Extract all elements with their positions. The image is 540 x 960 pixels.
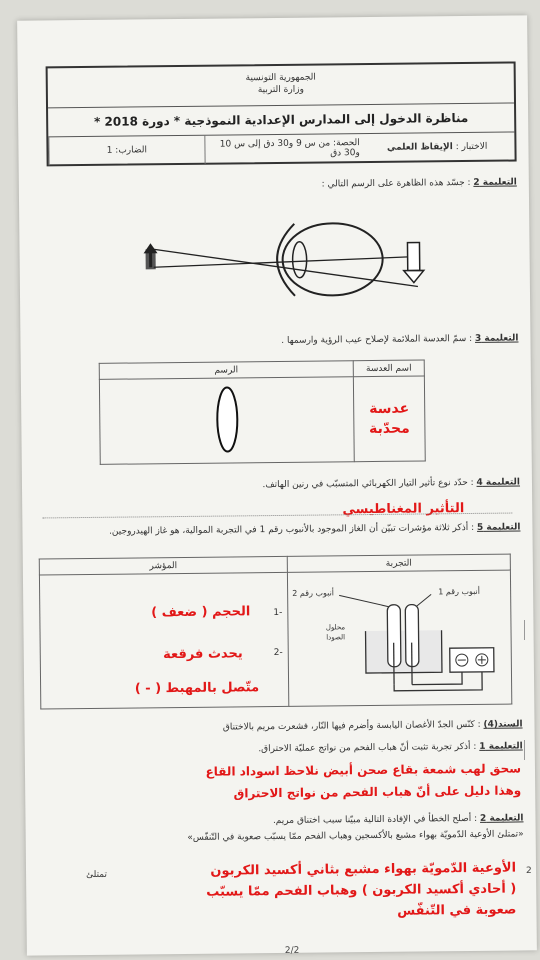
tube-1-label: أنبوب رقم 1 — [438, 586, 481, 597]
solution-label-part2: الصودا — [326, 633, 346, 642]
solution-label-part1: محلول — [325, 623, 346, 632]
indicator-answer-3: متّصل بالمهبط ( - ) — [134, 680, 260, 697]
convex-lens-drawing — [211, 384, 242, 454]
crystalline-lens — [292, 242, 306, 278]
question-1b — [43, 741, 523, 756]
question-3-text: : سمّ العدسة الملائمة لإصلاح عيب الرؤية وارسمها . — [281, 333, 473, 346]
lens-answer-line1: عدسة — [369, 400, 410, 418]
question-5-text: : أذكر ثلاثة مؤشرات تبيّن أن الغاز الموجود بالأنبوب رقم 1 في التجربة الموالية، هو غاز الهيدروجين. — [109, 522, 475, 537]
light-ray-2 — [154, 257, 418, 268]
question-2b — [43, 813, 523, 828]
ministry-label: وزارة التربية — [257, 84, 304, 96]
eye-diagram — [139, 212, 440, 305]
question-1b-label: التعليمة 1 — [479, 741, 523, 752]
question-1b-answer — [51, 757, 521, 806]
question-2-text: : جسّد هذه الظاهرة على الرسم التالي : — [321, 177, 471, 190]
question-2b-text: : أصلح الخطأ في الإفادة التالية مبيّنا سبب اختناق مريم. — [272, 813, 478, 827]
question-2b-answer-line2: ( أحادي أكسيد الكربون ) وهباب الفحم ممّا يسبّب — [206, 881, 517, 900]
question-4 — [40, 477, 520, 492]
exam-header — [46, 61, 517, 166]
question-2b-answer — [106, 858, 517, 925]
battery — [450, 648, 494, 672]
question-4-answer: التأثير المغناطيسي — [342, 501, 465, 518]
beaker — [366, 630, 442, 673]
document-4 — [42, 719, 522, 734]
header-info-row — [48, 132, 514, 165]
lens-drawing-cell — [99, 377, 354, 465]
question-2-label: التعليمة 2 — [473, 177, 517, 188]
exam-title: مناظرة الدخول إلى المدارس الإعدادية النموذجية * دورة 2018 * — [48, 103, 514, 137]
experiment-table — [39, 554, 513, 710]
indicator-answer-1: الحجم ( ضعف ) — [151, 604, 251, 621]
subject-label: الاختبار : — [455, 141, 488, 153]
republic-label: الجمهورية التونسية — [245, 72, 316, 84]
tube-2-pointer — [339, 595, 389, 608]
wire-positive — [394, 672, 482, 691]
exam-sheet — [17, 15, 537, 955]
coefficient-cell: الضارب: 1 — [48, 136, 204, 166]
question-1b-answer-line1: سحق لهب شمعة بقاع صحن أبيض نلاحظ اسوداد القاع — [205, 761, 522, 779]
experiment-cell — [287, 570, 511, 706]
question-3 — [38, 333, 518, 348]
question-2b-label: التعليمة 2 — [479, 813, 524, 824]
image-arrowhead — [404, 270, 424, 282]
question-2b-answer-line3: صعوبة في التّنفّس — [397, 902, 517, 919]
subject-cell — [360, 132, 515, 162]
question-3-label: التعليمة 3 — [474, 333, 519, 344]
question-5 — [40, 520, 520, 539]
indicator-cell — [39, 572, 288, 709]
subject-value: الإيقاظ العلمي — [386, 142, 453, 153]
lens-table — [99, 359, 426, 464]
question-1b-text: : أذكر تجربة تثبت أنّ هباب الفحم من نواتج عمليّة الاحتراق. — [258, 741, 477, 755]
lens-answer-line2: محدّبة — [369, 420, 410, 438]
indicator-header: المؤشر — [39, 556, 287, 575]
document-4-text: : كنّس الجدّ الأغصان اليابسة وأضرم فيها النّار، فشعرت مريم بالاختناق — [222, 719, 481, 733]
question-1b-answer-line2: وهذا دليل على أنّ هباب الفحم من نواتج الاحتراق — [233, 783, 522, 801]
image-arrow — [407, 242, 419, 270]
back-page-mark — [524, 620, 525, 640]
lens-name-header: اسم العدسة — [353, 360, 424, 377]
back-page-mark — [524, 740, 525, 760]
duration-cell: الحصة: من س 9 و30 دق إلى س 10 و30 دق — [204, 134, 360, 164]
experiment-header: التجربة — [287, 554, 510, 572]
indicator-number-1: -1 — [273, 607, 283, 619]
indicator-answer-2: يحدث فرقعة — [162, 646, 243, 663]
question-2 — [37, 177, 517, 192]
convex-lens-shape — [216, 387, 237, 451]
lens-drawing-header: الرسم — [99, 361, 353, 380]
question-4-text: : حدّد نوع تأثير التيار الكهربائي المتسبّب في رنين الهاتف. — [262, 477, 474, 491]
object-arrowhead — [143, 243, 157, 253]
tube-1-pointer — [416, 594, 431, 606]
header-authority — [48, 63, 514, 108]
wire-negative — [412, 672, 462, 685]
electrolysis-diagram — [291, 572, 510, 702]
document-4-label: السند(4) — [483, 719, 523, 730]
lens-name-answer — [353, 376, 425, 462]
question-2b-answer-line1: الأوعية الدّمويّة بهواء مشبع بثاني أكسيد الكربون — [210, 860, 517, 879]
question-5-label: التعليمة 5 — [476, 522, 521, 533]
question-4-label: التعليمة 4 — [476, 477, 521, 488]
back-page-number: 2 — [526, 866, 532, 876]
page-number: 2/2 — [284, 945, 300, 956]
question-2b-quote: «تمتلئ الأوعية الدّمويّة بهواء مشبع بالأكسجين وهباب الفحم ممّا يسبّب صعوبة في التّنفّس» — [187, 829, 524, 843]
cutoff-word: تمتلئ — [86, 869, 108, 881]
indicator-number-2: -2 — [273, 647, 283, 659]
tube-2-label: أنبوب رقم 2 — [292, 588, 335, 598]
